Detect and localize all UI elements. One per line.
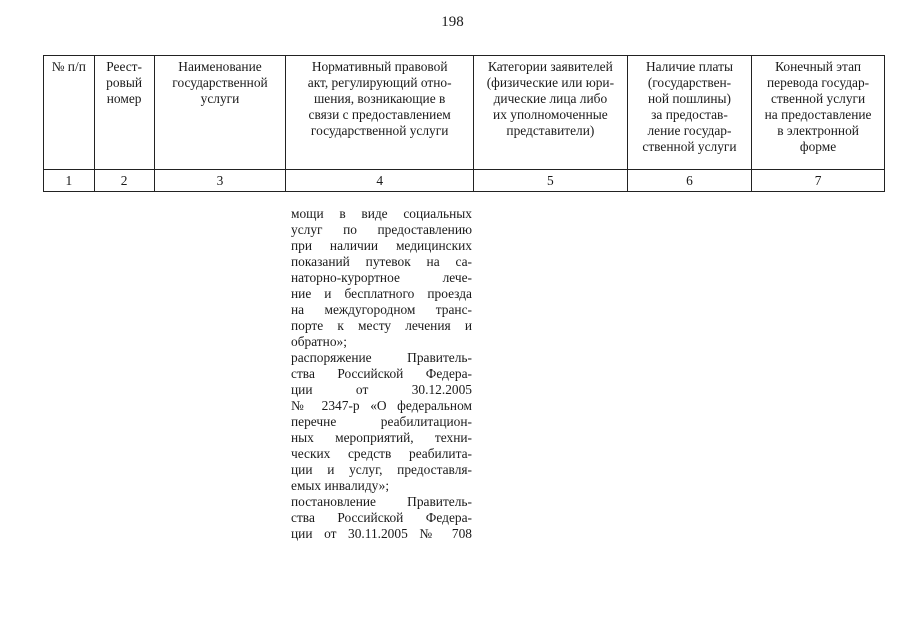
column-number: 6 — [627, 170, 751, 192]
text-line: показаний путевок на са- — [291, 254, 472, 269]
text-line: емых инвалиду»; — [291, 478, 390, 493]
column-number: 7 — [752, 170, 885, 192]
column-number: 5 — [473, 170, 627, 192]
text-line: обратно»; — [291, 334, 347, 349]
text-line: порте к месту лечения и — [291, 318, 472, 333]
text-line: услуг по предоставлению — [291, 222, 472, 237]
text-line: перечне реабилитацион- — [291, 414, 472, 429]
text-line: распоряжение Правитель- — [291, 350, 472, 365]
services-register-table — [43, 55, 885, 192]
text-line: ции от 30.12.2005 — [291, 382, 472, 397]
header-row-number: № п/п — [44, 56, 95, 170]
text-line: наторно-курортное лече- — [291, 270, 472, 285]
column-number: 1 — [44, 170, 95, 192]
text-line: ства Российской Федера- — [291, 366, 472, 381]
text-line: ческих средств реабилита- — [291, 446, 472, 461]
header-legal-act: Нормативный правовой акт, регулирующий отно- шения, возникающие в связи с предоставлением государственной услуги — [286, 56, 474, 170]
text-line: ции от 30.11.2005 № 708 — [291, 526, 472, 541]
column-number: 4 — [286, 170, 474, 192]
header-registry-number: Реест- ровый номер — [94, 56, 154, 170]
text-line: на междугородном транс- — [291, 302, 472, 317]
text-line: ние и бесплатного проезда — [291, 286, 472, 301]
legal-act-continuation-text — [291, 206, 472, 542]
page-number: 198 — [441, 14, 464, 30]
column-number-row — [44, 170, 885, 192]
header-fee: Наличие платы (государствен- ной пошлины) за предостав- ление государ- ственной услуги — [627, 56, 751, 170]
table-header-row — [44, 56, 885, 170]
text-line: постановление Правитель- — [291, 494, 472, 509]
column-number: 2 — [94, 170, 154, 192]
header-applicant-categories: Категории заявителей (физические или юри- дические лица либо их уполномоченные представители) — [473, 56, 627, 170]
header-final-stage: Конечный этап перевода государ- ственной услуги на предоставление в электронной форме — [752, 56, 885, 170]
header-service-name: Наименование государственной услуги — [154, 56, 286, 170]
text-line: ции и услуг, предоставля- — [291, 462, 472, 477]
text-line: при наличии медицинских — [291, 238, 472, 253]
text-line: № 2347-р «О федеральном — [291, 398, 472, 413]
column-number: 3 — [154, 170, 286, 192]
text-line: ства Российской Федера- — [291, 510, 472, 525]
text-line: мощи в виде социальных — [291, 206, 472, 221]
text-line: ных мероприятий, техни- — [291, 430, 472, 445]
